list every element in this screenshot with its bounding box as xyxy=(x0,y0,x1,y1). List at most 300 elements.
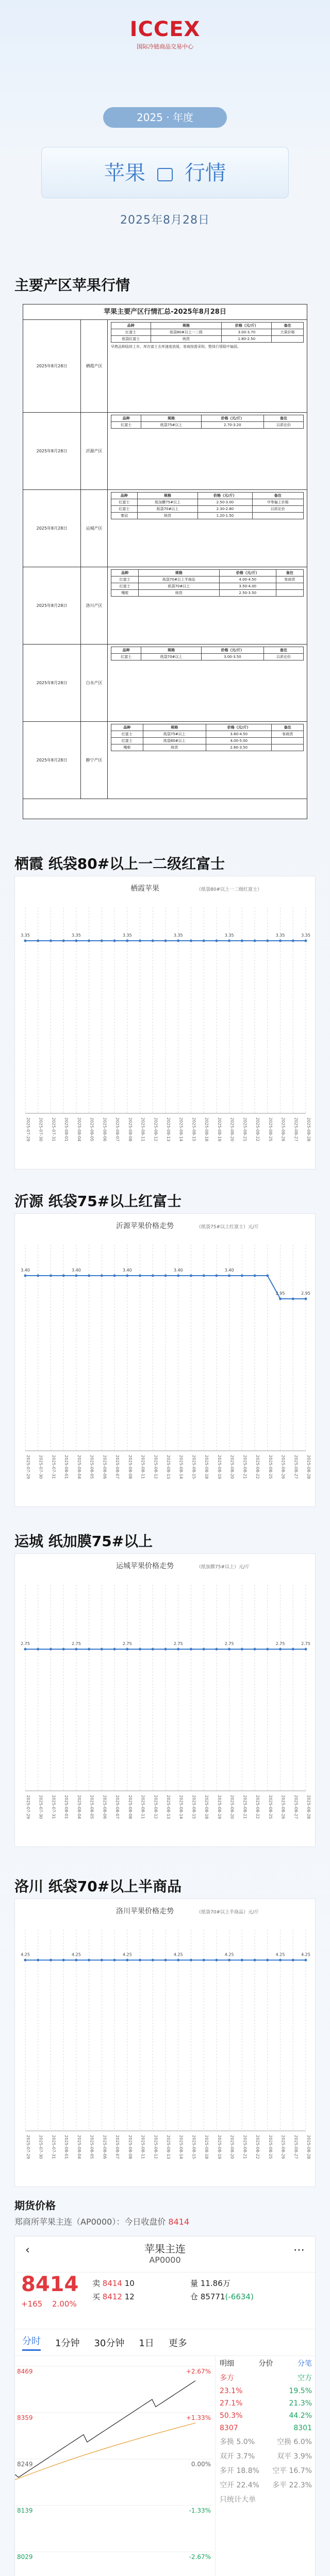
table-cell: 红富士 xyxy=(111,731,143,738)
futures-panel xyxy=(14,2236,316,2576)
title-left: 苹果 xyxy=(104,161,145,185)
table-row xyxy=(111,506,304,513)
side-extra-row xyxy=(216,2478,316,2492)
tick-label: 2025-08-28 xyxy=(306,1795,311,1819)
tick-label: 2025-08-01 xyxy=(64,1117,69,1142)
region-place: 运城产区 xyxy=(81,490,108,567)
table-row xyxy=(111,744,304,751)
region-block xyxy=(23,567,307,645)
tick-label: 2025-08-05 xyxy=(89,1117,94,1142)
tick-label: 2025-07-29 xyxy=(26,2135,30,2159)
chart-subtitle: （纸袋75#以上红富士）元/斤 xyxy=(196,1225,259,1230)
futures-level: 8359 xyxy=(17,2414,33,2421)
tick-label: 2025-08-15 xyxy=(191,1117,196,1142)
tab-3[interactable]: 1日 xyxy=(139,2337,154,2349)
table-cell: 3.00-3.50 xyxy=(201,654,263,660)
data-point xyxy=(139,1275,141,1277)
side-row xyxy=(216,2385,316,2397)
data-point xyxy=(292,940,294,942)
data-point xyxy=(266,1275,269,1277)
futures-level-pct: -1.33% xyxy=(189,2507,211,2514)
data-point xyxy=(24,1648,27,1651)
side-extra-cell: 多平 22.3% xyxy=(272,2481,312,2489)
chart-yuncheng xyxy=(14,1553,316,1847)
side-cell: 27.1% xyxy=(220,2399,243,2408)
table-header: 价格（元/斤） xyxy=(206,724,271,731)
tick-label: 2025-08-04 xyxy=(76,1795,81,1819)
tick-label: 2025-08-08 xyxy=(127,2135,133,2159)
data-label: 3.40 xyxy=(224,1268,234,1273)
tick-label: 2025-08-18 xyxy=(204,1455,209,1479)
data-label: 3.35 xyxy=(275,933,285,938)
data-label: 3.35 xyxy=(21,933,30,938)
side-cell: 空方 xyxy=(298,2374,312,2382)
table-header: 备注 xyxy=(263,415,303,422)
tick-label: 2025-08-25 xyxy=(268,1117,273,1142)
tick-label: 2025-07-30 xyxy=(38,1795,43,1819)
title-card xyxy=(41,147,289,198)
data-point xyxy=(241,940,243,942)
data-point xyxy=(37,1275,39,1277)
data-point xyxy=(228,1648,230,1651)
table-header: 价格（元/斤） xyxy=(201,415,263,422)
data-point xyxy=(113,940,116,942)
data-point xyxy=(228,1959,230,1961)
change-pct: 2.00% xyxy=(52,2299,77,2309)
tick-label: 2025-08-21 xyxy=(242,1795,248,1819)
table-row xyxy=(111,590,304,597)
futures-level: 8139 xyxy=(17,2507,33,2514)
table-cell: 红富士 xyxy=(111,583,139,590)
tick-label: 2025-08-15 xyxy=(191,1795,196,1819)
side-footer: 只统计大单 xyxy=(220,2496,256,2504)
futures-code: AP0000 xyxy=(149,2255,181,2265)
data-point xyxy=(164,1275,167,1277)
table-cell: 以质论价 xyxy=(263,654,303,660)
chart-qixia xyxy=(14,876,316,1170)
region-price-table xyxy=(111,415,304,429)
tick-label: 2025-08-11 xyxy=(140,1455,145,1479)
side-extra-cell: 多开 18.8% xyxy=(220,2467,259,2475)
data-label: 4.25 xyxy=(224,1952,234,1957)
tab-2[interactable]: 30分钟 xyxy=(94,2337,125,2349)
table-cell xyxy=(276,590,303,597)
table-cell: 纸袋70#以上 xyxy=(141,654,201,660)
price-line xyxy=(15,2381,195,2477)
table-row xyxy=(111,513,304,519)
table-row xyxy=(111,738,304,744)
tick-label: 2025-08-26 xyxy=(280,1795,286,1819)
side-extra-row xyxy=(216,2434,316,2449)
futures-sub-price: 8414 xyxy=(168,2217,190,2227)
data-point xyxy=(152,1275,154,1277)
futures-level: 8029 xyxy=(17,2553,33,2561)
data-point xyxy=(254,1275,256,1277)
data-label: 3.40 xyxy=(21,1268,30,1273)
data-point xyxy=(203,1275,205,1277)
side-tab[interactable]: 明细 xyxy=(220,2360,234,2368)
data-point xyxy=(75,1648,77,1651)
data-point xyxy=(50,1275,52,1277)
tick-label: 2025-08-18 xyxy=(204,1795,209,1819)
data-label: 3.35 xyxy=(224,933,234,938)
tick-label: 2025-08-21 xyxy=(242,1117,248,1142)
table-cell: 3.80-4.50 xyxy=(206,731,271,738)
tick-label: 2025-08-14 xyxy=(178,1455,184,1479)
region-block xyxy=(23,722,307,799)
futures-level-pct: -2.67% xyxy=(189,2553,211,2561)
chart-title: 运城苹果价格走势 xyxy=(116,1562,174,1570)
tick-label: 2025-08-22 xyxy=(255,1455,260,1479)
tick-label: 2025-08-01 xyxy=(64,2135,69,2159)
tick-label: 2025-08-19 xyxy=(217,2135,222,2159)
region-price-table xyxy=(111,569,304,597)
region-price-table xyxy=(111,647,304,660)
data-point xyxy=(126,1648,128,1651)
vol-oi xyxy=(190,2277,254,2303)
table-cell: 统货 xyxy=(137,513,197,519)
side-cell: 21.3% xyxy=(289,2399,312,2408)
sell-price: 8414 xyxy=(102,2279,122,2288)
section-futures: 期货价格 xyxy=(14,2199,56,2212)
side-extra-cell: 空开 22.4% xyxy=(220,2481,259,2489)
data-point xyxy=(305,1298,307,1300)
data-label: 4.25 xyxy=(173,1952,183,1957)
tick-label: 2025-08-27 xyxy=(293,1117,299,1142)
region-place: 白水产区 xyxy=(81,645,108,721)
region-price-table xyxy=(111,322,304,343)
data-point xyxy=(139,1959,141,1961)
side-row xyxy=(216,2370,316,2385)
logo-sub: 国际冷链商品交易中心 xyxy=(137,43,193,50)
tick-label: 2025-07-30 xyxy=(38,2135,43,2159)
table-cell xyxy=(272,336,304,343)
tick-label: 2025-08-05 xyxy=(89,1455,94,1479)
data-point xyxy=(164,1959,167,1961)
data-point xyxy=(62,1648,65,1651)
tick-label: 2025-08-05 xyxy=(89,1795,94,1819)
data-point xyxy=(190,1959,192,1961)
tick-label: 2025-08-11 xyxy=(140,1795,145,1819)
chart-title: 洛川苹果价格走势 xyxy=(116,1907,174,1916)
region-price-table xyxy=(111,492,304,519)
data-point xyxy=(203,1648,205,1651)
title-right: 行情 xyxy=(185,161,226,185)
tick-label: 2025-08-07 xyxy=(115,1117,120,1142)
table-cell: 2.70-3.20 xyxy=(201,422,263,429)
side-cell: 44.2% xyxy=(289,2412,312,2420)
data-point xyxy=(266,940,269,942)
table-cell: 纸袋70#以上 xyxy=(139,583,220,590)
more-icon[interactable]: ⋯ xyxy=(293,2244,305,2257)
data-point xyxy=(152,940,154,942)
data-label: 4.25 xyxy=(72,1952,81,1957)
tick-label: 2025-08-25 xyxy=(268,1455,273,1479)
data-point xyxy=(215,1275,218,1277)
data-point xyxy=(101,1959,103,1961)
tab-4[interactable]: 更多 xyxy=(168,2337,187,2349)
tick-label: 2025-08-15 xyxy=(191,2135,196,2159)
data-label: 3.40 xyxy=(72,1268,81,1273)
region-note: 早熟品种陆续上市，库存富士去库速度放缓，客商按需采购，整体行情稳中偏弱。 xyxy=(111,345,241,349)
table-cell: 纸袋80#以上 xyxy=(143,738,206,744)
table-header: 品种 xyxy=(111,493,138,499)
data-point xyxy=(292,1298,294,1300)
section-yuncheng: 运城 纸加膜75#以上 xyxy=(14,1533,153,1550)
tick-label: 2025-07-29 xyxy=(26,1117,30,1142)
table-header: 品种 xyxy=(111,323,151,329)
data-point xyxy=(254,940,256,942)
data-label: 4.25 xyxy=(122,1952,132,1957)
region-date: 2025年8月28日 xyxy=(23,722,81,799)
data-point xyxy=(228,1275,230,1277)
table-row xyxy=(111,499,304,506)
table-cell: 红富士 xyxy=(111,654,141,660)
data-point xyxy=(241,1648,243,1651)
table-cell: 嘎啦 xyxy=(111,590,139,597)
side-row xyxy=(216,2422,316,2434)
table-cell: 纸袋红富士 xyxy=(111,336,151,343)
buy-price: 8412 xyxy=(102,2292,122,2301)
data-point xyxy=(126,940,128,942)
data-point xyxy=(50,940,52,942)
table-cell: 大果价格 xyxy=(272,329,304,336)
region-price-table xyxy=(111,724,304,751)
data-point xyxy=(279,1959,282,1961)
data-point xyxy=(75,1275,77,1277)
data-point xyxy=(177,940,179,942)
data-point xyxy=(152,1959,154,1961)
avg-line xyxy=(15,2423,195,2480)
table-header: 备注 xyxy=(252,493,303,499)
data-label: 2.75 xyxy=(173,1641,183,1646)
tick-label: 2025-07-31 xyxy=(51,1455,56,1479)
tick-label: 2025-08-15 xyxy=(191,1455,196,1479)
region-block xyxy=(23,413,307,490)
table-cell: 3.00-3.70 xyxy=(222,329,272,336)
table-cell: 纸袋75#以上 xyxy=(143,731,206,738)
table-header: 备注 xyxy=(263,647,303,654)
table-row xyxy=(111,336,304,343)
tick-label: 2025-08-20 xyxy=(229,1455,235,1479)
tick-label: 2025-08-05 xyxy=(89,2135,94,2159)
table-cell xyxy=(272,738,304,744)
bid-ask xyxy=(92,2277,135,2303)
section-qixia: 栖霞 纸袋80#以上一二级红富士 xyxy=(14,855,225,872)
tick-label: 2025-08-25 xyxy=(268,1795,273,1819)
data-label: 2.75 xyxy=(275,1641,285,1646)
tick-label: 2025-08-25 xyxy=(268,2135,273,2159)
table-row xyxy=(111,422,304,429)
data-point xyxy=(292,1648,294,1651)
table-cell: 红富士 xyxy=(111,422,141,429)
side-row xyxy=(216,2397,316,2410)
tick-label: 2025-08-04 xyxy=(76,2135,81,2159)
tick-label: 2025-08-13 xyxy=(166,1455,171,1479)
data-point xyxy=(101,1275,103,1277)
line-chart-svg xyxy=(15,1554,316,1848)
table-row xyxy=(111,329,304,336)
table-cell: 红富士 xyxy=(111,577,139,583)
data-label: 3.35 xyxy=(173,933,183,938)
table-header: 规格 xyxy=(151,323,222,329)
futures-tabs xyxy=(15,2329,315,2356)
tick-label: 2025-08-13 xyxy=(166,1795,171,1819)
table-row xyxy=(111,583,304,590)
data-point xyxy=(101,1648,103,1651)
data-point xyxy=(215,1648,218,1651)
side-tab[interactable]: 分价 xyxy=(258,2360,273,2368)
side-tab[interactable]: 分笔 xyxy=(298,2360,312,2368)
side-extra-cell: 空换 6.0% xyxy=(276,2438,312,2446)
data-point xyxy=(88,1959,90,1961)
tick-label: 2025-08-20 xyxy=(229,1117,235,1142)
table-cell: 红富士 xyxy=(111,499,138,506)
tick-label: 2025-08-01 xyxy=(64,1795,69,1819)
data-label: 2.75 xyxy=(21,1641,30,1646)
futures-side-panel xyxy=(215,2356,316,2576)
tick-label: 2025-08-21 xyxy=(242,1455,248,1479)
data-point xyxy=(215,940,218,942)
data-label: 4.25 xyxy=(21,1952,30,1957)
chart-icon xyxy=(157,168,173,181)
tick-label: 2025-07-30 xyxy=(38,1117,43,1142)
data-point xyxy=(62,940,65,942)
tick-label: 2025-07-31 xyxy=(51,1117,56,1142)
table-header: 规格 xyxy=(139,570,220,577)
buy-vol: 12 xyxy=(124,2292,135,2301)
table-header: 品种 xyxy=(111,570,139,577)
region-place: 沂源产区 xyxy=(81,413,108,489)
data-point xyxy=(24,1275,27,1277)
table-header: 品种 xyxy=(111,724,143,731)
line-chart-svg xyxy=(15,1214,316,1507)
data-point xyxy=(75,940,77,942)
tick-label: 2025-08-12 xyxy=(153,1117,158,1142)
table-cell: 统货 xyxy=(143,744,206,751)
tick-label: 2025-08-06 xyxy=(102,1455,107,1479)
data-point xyxy=(266,1959,269,1961)
region-date: 2025年8月28日 xyxy=(23,567,81,644)
data-point xyxy=(113,1275,116,1277)
futures-sub-prefix: 郑商所苹果主连（AP0000）：今日收盘价 xyxy=(14,2217,166,2227)
data-point xyxy=(279,940,282,942)
sell-label: 卖 xyxy=(92,2279,101,2288)
side-tabs xyxy=(216,2356,316,2370)
tick-label: 2025-07-31 xyxy=(51,1795,56,1819)
side-cell: 8301 xyxy=(293,2424,312,2432)
data-point xyxy=(228,940,230,942)
back-icon[interactable]: ‹ xyxy=(25,2244,30,2257)
tick-label: 2025-08-13 xyxy=(166,2135,171,2159)
tick-label: 2025-08-08 xyxy=(127,1117,133,1142)
tick-label: 2025-08-14 xyxy=(178,2135,184,2159)
table-cell xyxy=(276,583,303,590)
data-point xyxy=(305,1648,307,1651)
data-point xyxy=(215,1959,218,1961)
tick-label: 2025-07-29 xyxy=(26,1455,30,1479)
data-point xyxy=(75,1959,77,1961)
tick-label: 2025-08-08 xyxy=(127,1795,133,1819)
table-cell: 2.80-3.50 xyxy=(206,744,271,751)
table-cell: 1.20-1.50 xyxy=(198,513,252,519)
data-label: 4.25 xyxy=(275,1952,285,1957)
table-cell: 统货 xyxy=(151,336,222,343)
data-point xyxy=(88,940,90,942)
tick-label: 2025-08-18 xyxy=(204,2135,209,2159)
region-date: 2025年8月28日 xyxy=(23,490,81,567)
table-cell: 纸袋75#以上 xyxy=(141,422,201,429)
table-cell: 红富士 xyxy=(111,329,151,336)
table-cell: 中等偏上价格 xyxy=(252,499,303,506)
table-cell: 以质论价 xyxy=(252,506,303,513)
chart-subtitle: （纸袋70#以上半商品）元/斤 xyxy=(196,1910,259,1915)
table-header: 品种 xyxy=(111,647,141,654)
data-label: 2.75 xyxy=(301,1641,310,1646)
tick-label: 2025-08-22 xyxy=(255,1117,260,1142)
data-point xyxy=(190,1275,192,1277)
tick-label: 2025-08-22 xyxy=(255,2135,260,2159)
region-date: 2025年8月28日 xyxy=(23,645,81,721)
tick-label: 2025-08-12 xyxy=(153,2135,158,2159)
table-title: 苹果主要产区行情汇总-2025年8月28日 xyxy=(23,304,307,320)
data-point xyxy=(139,1648,141,1651)
tick-label: 2025-08-27 xyxy=(293,1795,299,1819)
chart-subtitle: （纸袋80#以上一二级红富士） xyxy=(196,887,262,892)
table-cell: 统货 xyxy=(139,590,220,597)
table-header: 价格（元/斤） xyxy=(201,647,263,654)
table-cell: 红富士 xyxy=(111,506,138,513)
data-point xyxy=(190,1648,192,1651)
data-point xyxy=(177,1959,179,1961)
tick-label: 2025-08-28 xyxy=(306,2135,311,2159)
tick-label: 2025-08-04 xyxy=(76,1117,81,1142)
data-point xyxy=(88,1648,90,1651)
oi: 85771 xyxy=(200,2292,225,2301)
buy-label: 买 xyxy=(92,2292,101,2301)
data-point xyxy=(203,1959,205,1961)
tick-label: 2025-08-20 xyxy=(229,2135,235,2159)
chart-subtitle: （纸加膜75#以上）元/斤 xyxy=(196,1565,250,1570)
table-cell: 红富士 xyxy=(111,738,143,744)
table-header: 价格（元/斤） xyxy=(222,323,272,329)
table-cell: 纸袋70#以上半商品 xyxy=(139,577,220,583)
report-date: 2025年8月28日 xyxy=(120,214,210,227)
logo-mark: ICCEX xyxy=(129,18,201,41)
tick-label: 2025-08-07 xyxy=(115,1455,120,1479)
tick-label: 2025-08-28 xyxy=(306,1455,311,1479)
futures-level-pct: +1.33% xyxy=(186,2414,211,2421)
table-cell: 纸袋70#以上 xyxy=(137,506,197,513)
region-date: 2025年8月28日 xyxy=(23,320,81,412)
tab-0[interactable]: 分时 xyxy=(22,2334,41,2351)
region-place: 栖霞产区 xyxy=(81,320,108,412)
side-cell: 23.1% xyxy=(220,2387,243,2395)
table-cell: 2.50-3.00 xyxy=(198,499,252,506)
data-point xyxy=(279,1648,282,1651)
tab-1[interactable]: 1分钟 xyxy=(55,2337,80,2349)
change-value: +165 xyxy=(21,2299,43,2309)
data-point xyxy=(24,940,27,942)
table-cell: 纸袋80#以上一二级 xyxy=(151,329,222,336)
data-point xyxy=(88,1275,90,1277)
futures-sub xyxy=(14,2215,189,2227)
table-cell: 4.00-4.50 xyxy=(219,577,276,583)
chart-title: 栖霞苹果 xyxy=(130,885,159,893)
table-cell xyxy=(272,744,304,751)
tick-label: 2025-08-06 xyxy=(102,2135,107,2159)
oi-change: (-6634) xyxy=(225,2292,254,2301)
